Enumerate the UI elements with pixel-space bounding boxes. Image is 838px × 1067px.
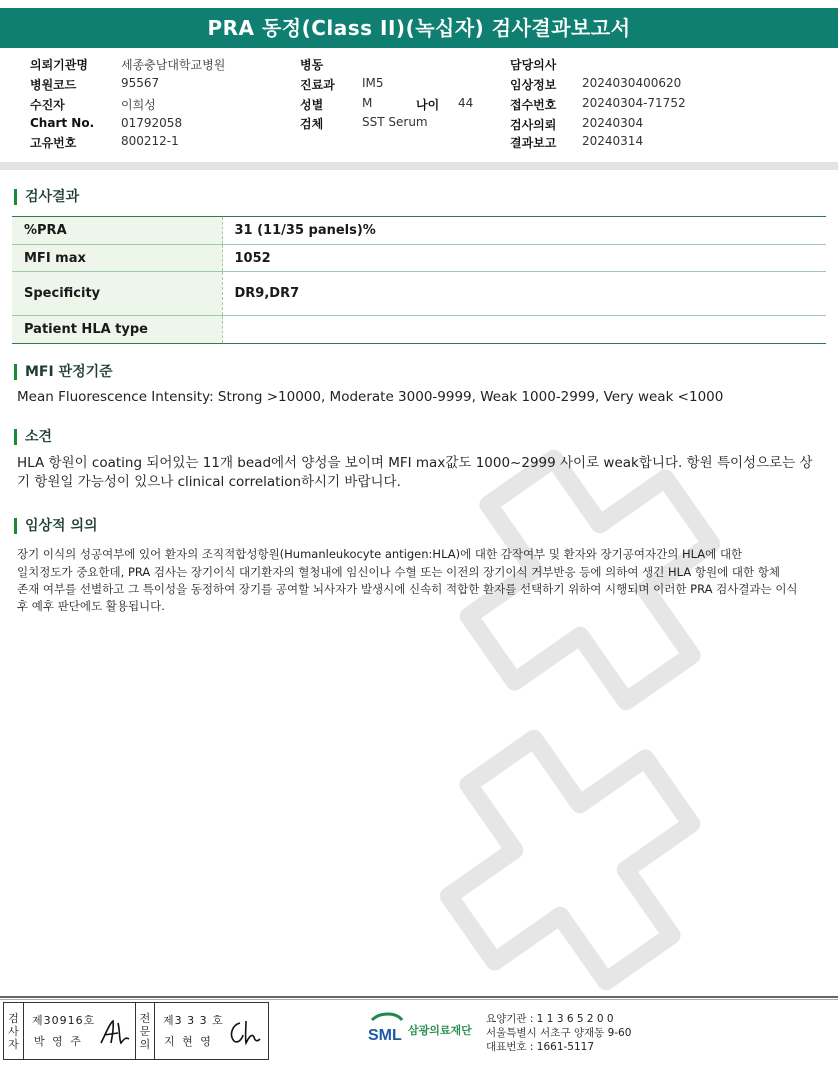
clinical-text-line: 일치정도가 중요한데, PRA 검사는 장기이식 대기환자의 혈청내에 임신이나 수혈 또는 이전의 장기이식 거부반응 등에 의하여 생긴 HLA 항원에 대한 항체	[17, 565, 780, 579]
info-label: 접수번호	[510, 98, 557, 112]
tester-name: 박 영 주	[34, 1035, 83, 1048]
clinical-text-line: 장기 이식의 성공여부에 있어 환자의 조직적합성항원(Humanleukocyte antigen:HLA)에 대한 감작여부 및 환자와 장기공여자간의 HLA에 대한	[17, 547, 743, 561]
sml-logo-mark-icon	[366, 1012, 406, 1048]
sml-logo	[366, 1012, 406, 1052]
specialist-license-no: 제3 3 3 호	[163, 1014, 224, 1027]
results-section-title: 검사결과	[14, 189, 79, 205]
specialist-signature-icon	[226, 1017, 262, 1047]
info-label: 수진자	[30, 98, 65, 112]
info-value: SST Serum	[362, 115, 428, 129]
table-row	[12, 316, 826, 344]
clinical-text-line: 존재 여부를 선별하고 그 특이성을 동정하여 장기를 공여할 뇌사자가 발생시에 신속히 적합한 환자를 선택하기 위하여 시행되며 이러한 PRA 검사결과는 이식	[17, 582, 798, 596]
vertical-char: 자	[8, 1037, 19, 1051]
info-label: 임상정보	[510, 78, 557, 92]
vertical-char: 문	[139, 1024, 151, 1038]
result-label: MFI max	[12, 245, 222, 272]
result-value: DR9,DR7	[222, 272, 826, 316]
info-value: 01792058	[121, 116, 183, 130]
age-value: 44	[458, 96, 474, 110]
report-title: PRA 동정(Class II)(녹십자) 검사결과보고서	[0, 8, 838, 48]
result-label: Patient HLA type	[12, 316, 222, 344]
vertical-char: 의	[139, 1037, 151, 1051]
info-value: M	[362, 96, 373, 110]
info-label: 검사의뢰	[510, 118, 557, 132]
footer-divider	[0, 996, 838, 998]
info-label: 진료과	[300, 78, 335, 92]
info-label: 고유번호	[30, 136, 77, 150]
opinion-section-title: 소견	[14, 429, 52, 445]
specialist-vertical-label	[135, 1003, 155, 1059]
clinical-text-line: 후 예후 판단에도 활용됩니다.	[17, 599, 165, 613]
result-value: 1052	[222, 245, 826, 272]
info-label: 성별	[300, 98, 324, 112]
info-label: 검체	[300, 117, 324, 131]
patient-info	[0, 56, 838, 156]
result-value	[222, 316, 826, 344]
vertical-char: 검	[8, 1011, 19, 1025]
facility-code: 요양기관 : 1 1 3 6 5 2 0 0	[486, 1013, 614, 1025]
info-value: 20240304-71752	[582, 96, 686, 110]
result-value: 31 (11/35 panels)%	[222, 217, 826, 245]
info-value: IM5	[362, 76, 384, 90]
table-row	[12, 272, 826, 316]
specialist-name: 지 현 영	[164, 1035, 213, 1048]
tester-license-no: 제30916호	[32, 1014, 96, 1027]
info-label: 병원코드	[30, 78, 77, 92]
watermark-cross-pattern	[380, 440, 838, 1000]
tester-signature-icon	[98, 1017, 132, 1047]
info-label: 결과보고	[510, 136, 557, 150]
info-label: 병동	[300, 58, 324, 72]
info-value: 2024030400620	[582, 76, 682, 90]
age-label: 나이	[416, 98, 440, 112]
logo-letters: SML	[368, 1027, 402, 1044]
footer-divider-thin	[0, 999, 838, 1000]
info-label: Chart No.	[30, 116, 95, 130]
signature-box	[3, 1002, 269, 1060]
mfi-section-title: MFI 판정기준	[14, 364, 113, 380]
info-value: 95567	[121, 76, 160, 90]
tester-vertical-label	[4, 1003, 24, 1059]
info-value: 이희성	[121, 98, 156, 112]
clinical-section-title: 임상적 의의	[14, 518, 98, 534]
vertical-char: 사	[8, 1024, 19, 1038]
opinion-text: HLA 항원이 coating 되어있는 11개 bead에서 양성을 보이며 MFI max값도 1000~2999 사이로 weak합니다. 항원 특이성으로는 상기 항원일 가능성이 있으나 clinical correlation하시기 바랍니다.	[17, 455, 813, 490]
results-table	[12, 216, 826, 344]
info-label: 담당의사	[510, 58, 557, 72]
vertical-char: 전	[139, 1011, 151, 1025]
lab-phone: 대표번호 : 1661-5117	[486, 1041, 595, 1053]
info-value: 800212-1	[121, 134, 179, 148]
info-label: 의뢰기관명	[30, 58, 88, 72]
info-value: 세종충남대학교병원	[121, 58, 226, 72]
table-row	[12, 217, 826, 245]
mfi-criteria-text: Mean Fluorescence Intensity: Strong >10000, Moderate 3000-9999, Weak 1000-2999, Very weak <1000	[17, 389, 724, 405]
lab-contact-info	[486, 1012, 631, 1054]
info-value: 20240314	[582, 134, 644, 148]
section-divider	[0, 162, 838, 170]
lab-address: 서울특별시 서초구 양재동 9-60	[486, 1027, 632, 1039]
info-value: 20240304	[582, 116, 644, 130]
table-row	[12, 245, 826, 272]
result-label: %PRA	[12, 217, 222, 245]
logo-name: 삼광의료재단	[408, 1024, 472, 1037]
result-label: Specificity	[12, 272, 222, 316]
